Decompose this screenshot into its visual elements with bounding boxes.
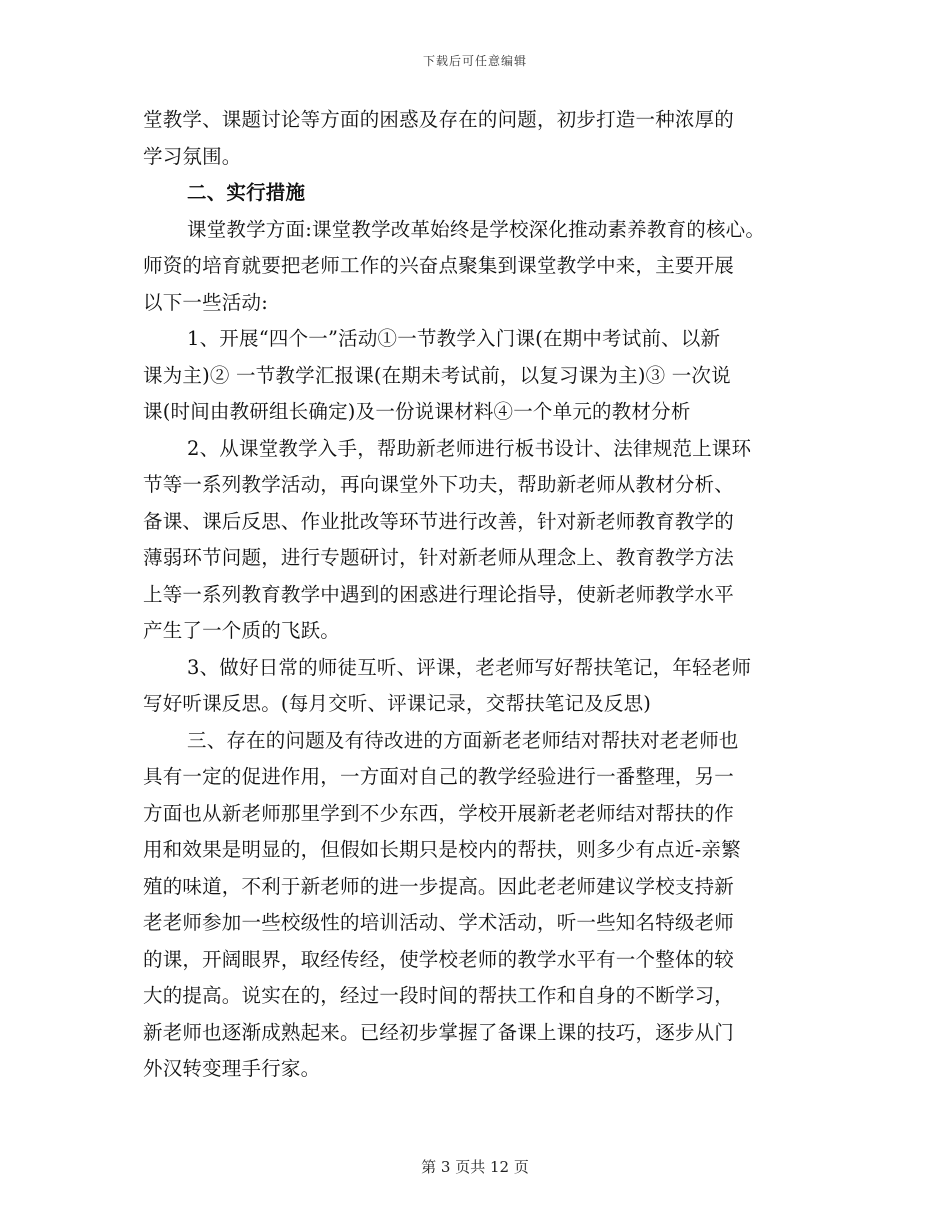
text-line: 外汉转变理手行家。 xyxy=(143,1057,321,1080)
text-line: 薄弱环节问题，进行专题研讨，针对新老师从理念上、教育教学方法 xyxy=(143,546,735,569)
text-line: 老老师参加一些校级性的培训活动、学术活动，听一些知名特级老师 xyxy=(143,911,735,934)
text-line: 堂教学、课题讨论等方面的困惑及存在的问题，初步打造一种浓厚的 xyxy=(143,108,735,131)
document-body xyxy=(143,102,823,1088)
text-line: 上等一系列教育教学中遇到的困惑进行理论指导，使新老师教学水平 xyxy=(143,582,735,606)
page-number: 第 3 页共 12 页 xyxy=(421,1158,529,1176)
text-line: 学习氛围。 xyxy=(143,144,242,168)
text-line: 课为主)② 一节教学汇报课(在期未考试前，以复习课为主)③ 一次说 xyxy=(143,363,731,387)
text-line: 节等一系列教学活动，再向课堂外下功夫，帮助新老师从教材分析、 xyxy=(143,473,735,496)
page-header: 下载后可任意编辑 xyxy=(422,54,527,68)
text-line: 三、存在的问题及有待改进的方面新老老师结对帮扶对老老师也 xyxy=(187,728,739,752)
text-line: 新老师也逐渐成熟起来。已经初步掌握了备课上课的技巧，逐步从门 xyxy=(143,1020,735,1044)
text-line: 课(时间由教研组长确定)及一份说课材料④一个单元的教材分析 xyxy=(143,400,691,423)
text-line: 产生了一个质的飞跃。 xyxy=(143,619,341,642)
text-line: 写好听课反思。(每月交听、评课记录，交帮扶笔记及反思) xyxy=(143,692,652,715)
text-line: 1、开展“四个一”活动①一节教学入门课(在期中考试前、以新 xyxy=(187,327,721,350)
text-line: 2、从课堂教学入手，帮助新老师进行板书设计、法律规范上课环 xyxy=(187,436,752,460)
text-line: 大的提高。说实在的，经过一段时间的帮扶工作和自身的不断学习， xyxy=(143,984,735,1007)
text-line: 方面也从新老师那里学到不少东西，学校开展新老老师结对帮扶的作 xyxy=(143,801,735,825)
text-line: 师资的培育就要把老师工作的兴奋点聚集到课堂教学中来，主要开展 xyxy=(143,254,735,277)
text-line: 的课，开阔眼界，取经传经，使学校老师的教学水平有一个整体的较 xyxy=(143,947,735,971)
text-line: 课堂教学方面:课堂教学改革始终是学校深化推动素养教育的核心。 xyxy=(187,217,766,241)
text-line: 殖的味道，不利于新老师的进一步提高。因此老老师建议学校支持新 xyxy=(143,874,735,898)
text-line: 用和效果是明显的，但假如长期只是校内的帮扶，则多少有点近-亲繁 xyxy=(143,838,741,861)
text-line: 以下一些活动: xyxy=(143,290,268,314)
text-line: 备课、课后反思、作业批改等环节进行改善，针对新老师教育教学的 xyxy=(143,509,735,533)
section-heading: 二、实行措施 xyxy=(187,181,306,204)
text-line: 具有一定的促进作用，一方面对自己的教学经验进行一番整理，另一 xyxy=(143,765,735,788)
text-line: 3、做好日常的师徒互听、评课，老老师写好帮扶笔记，年轻老师 xyxy=(187,655,752,679)
